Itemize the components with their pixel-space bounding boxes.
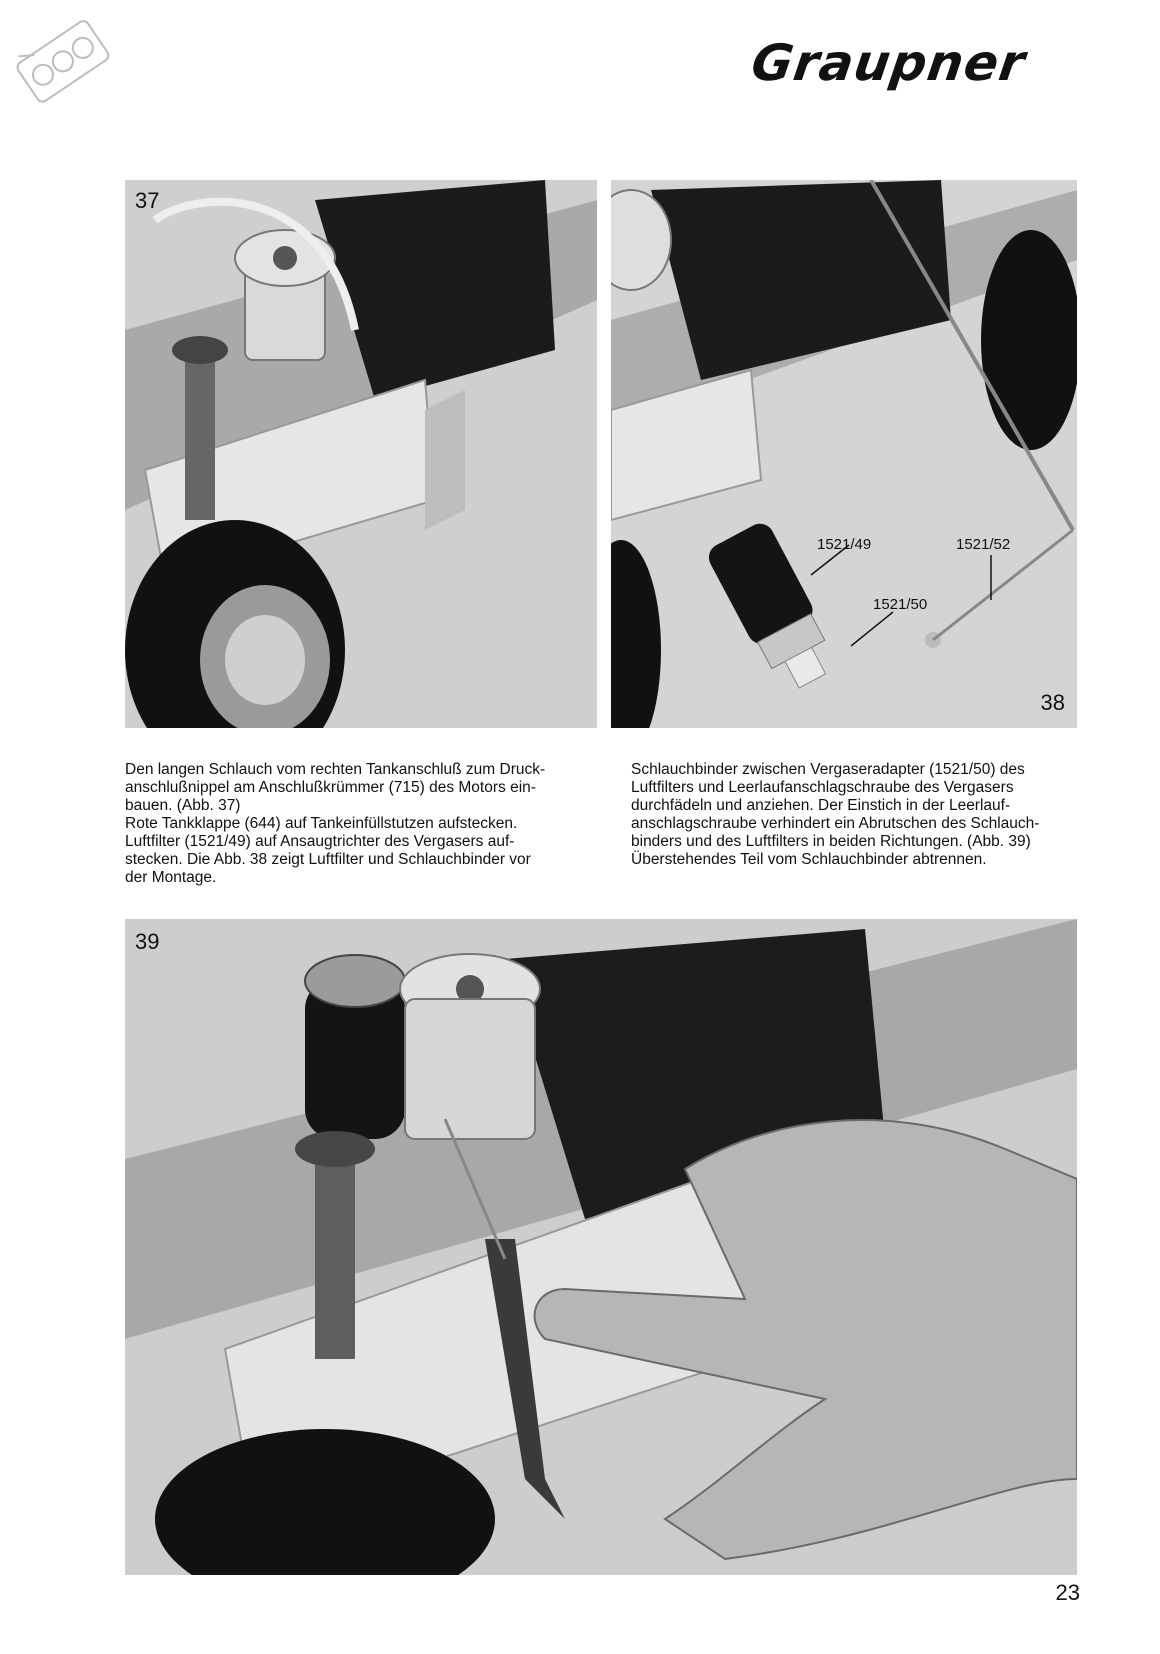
figure-37-number: 37 xyxy=(135,188,160,213)
figure-39-number: 39 xyxy=(135,929,160,954)
caption-right: Schlauchbinder zwischen Vergaseradapter (1521/50) des Luftfilters und Leerlaufanschlagschraube des Vergasers durchfädeln und anziehen. Der Einstich in der Leerlauf- anschlagschraube verhindert ein Abrutschen des Schlauch- binders und des Luftfilters in beiden Richtungen. (Abb. 39) Überstehendes Teil vom Schlauchbinder abtrennen. xyxy=(631,761,1040,868)
label-1521-49: 1521/49 xyxy=(817,536,872,553)
figure-39-photo xyxy=(125,919,1077,1575)
label-1521-50: 1521/50 xyxy=(873,596,928,613)
caption-left: Den langen Schlauch vom rechten Tankanschluß zum Druck- anschlußnippel am Anschlußkrümmer (715) des Motors ein- bauen. (Abb. 37) Rote Tankklappe (644) auf Tankeinfüllstutzen aufstecken. Luftfilter (1521/49) auf Ansaugtrichter des Vergasers auf- stecken. Die Abb. 38 zeigt Luftfilter und Schlauchbinder vor der Montage. xyxy=(125,761,546,886)
figure-38-number: 38 xyxy=(1040,690,1065,715)
watermark-stamp xyxy=(6,8,121,117)
page-number: 23 xyxy=(1055,1580,1080,1605)
figure-37-photo xyxy=(125,180,597,728)
air-filter-parts-illustration xyxy=(611,180,1077,728)
figure-38-photo xyxy=(611,180,1077,728)
label-1521-52: 1521/52 xyxy=(956,536,1011,553)
tightening-cable-tie-illustration xyxy=(125,919,1077,1575)
engine-tank-illustration xyxy=(125,180,597,728)
brand-logo: Graupner xyxy=(747,34,1030,92)
